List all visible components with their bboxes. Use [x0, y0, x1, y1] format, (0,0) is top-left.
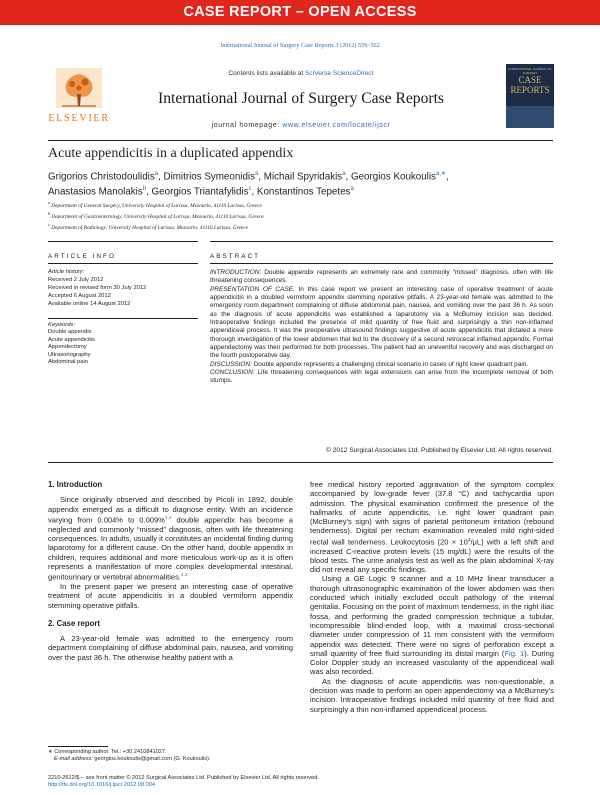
- author-name: Georgios Koukoulis: [350, 171, 436, 183]
- author-name: Grigorios Christodoulidis: [48, 171, 155, 183]
- affiliation-marker[interactable]: c: [248, 186, 252, 193]
- section-heading-introduction: 1. Introduction: [48, 480, 103, 489]
- intro-text: double appendix has become a neglected and commonly “missed” diagnosis, often with life threatening consequences. In adults, usually it constitutes an incidental finding during laparotomy for a different cause. On the other hand, double appendix in children, requires additional and more meticulous work-up as it is often represents a manifestation of more complex developmental intestinal, genitourinary or vertebral abnormalities.: [48, 515, 294, 582]
- author-list: [48, 168, 553, 199]
- case-text: /μL) with a left shift and increased C-reactive protein levels (15 mg/dL) were the results of the blood tests. The urine analysis test as well as the plain abdominal X-ray did not reveal any specific findings.: [310, 537, 554, 575]
- publication-metadata: [48, 775, 553, 789]
- issn-line: 2210-2612/$ – see front matter © 2012 Surgical Associates Ltd. Published by Elsevier Ltd. All rights reserved.: [48, 775, 319, 781]
- publisher-name: ELSEVIER: [48, 113, 110, 124]
- open-access-banner: CASE REPORT – OPEN ACCESS: [0, 0, 600, 25]
- email-label: E-mail address:: [54, 756, 93, 763]
- doi-link[interactable]: http://dx.doi.org/10.1016/j.ijscr.2012.08.004: [48, 782, 155, 789]
- reference-link[interactable]: 1,2: [164, 515, 172, 521]
- journal-masthead: [48, 64, 553, 136]
- case-paragraph-3: [310, 574, 554, 676]
- keyword-item: Appendectomy: [48, 344, 87, 351]
- affiliation-item: [48, 221, 553, 232]
- sciencedirect-link[interactable]: SciVerse ScienceDirect: [305, 70, 374, 77]
- affiliation-marker[interactable]: a: [254, 171, 259, 177]
- author-separator: ,: [251, 186, 257, 198]
- journal-cover-image: [506, 64, 554, 128]
- author-separator: ,: [445, 171, 449, 183]
- affiliation-list: [48, 199, 553, 233]
- abstract-heading-divider: [210, 263, 553, 264]
- affiliation-marker[interactable]: a,∗: [435, 171, 446, 177]
- case-text: Using a GE Logic 9 scanner and a 10 MHz linear transducer a thorough ultrasonographic examination of the lower abdomen was then conducted which initially excluded occult pathology of the internal genitalia. Focusing on the point of maximum tenderness, in the right iliac fossa, and performing the graded compression technique a tubular, incompressible blind-ended loop, with a maximal cross-sectional diameter under compression of 11 mm consistent with the vermiform appendix was detected. There were no signs of perforation except a small quantity of free fluid surrounding its distal margin (: [310, 574, 554, 658]
- case-text: ). During Color Doppler study an increased vascularity of the appendiceal wall was also recorded.: [310, 648, 554, 677]
- abstract-label: CONCLUSION:: [210, 369, 255, 377]
- homepage-prefix: journal homepage:: [211, 122, 283, 129]
- affiliation-marker[interactable]: a: [342, 171, 346, 177]
- affiliation-marker: c: [48, 222, 52, 228]
- corresponding-author: ∗ Corresponding author. Tel.: +30 2410841027.: [48, 749, 167, 755]
- abstract-top-divider: [210, 241, 553, 242]
- figure-link[interactable]: Fig. 1: [504, 648, 525, 658]
- email-line: [48, 756, 293, 763]
- keywords-label: Keywords:: [48, 322, 76, 328]
- author-separator: ,: [146, 186, 152, 198]
- elsevier-logo: [48, 64, 110, 132]
- history-revised: Received in revised form 30 July 2012: [48, 285, 147, 291]
- body-left-column: [48, 480, 293, 662]
- article-history: [48, 268, 198, 308]
- affiliation-item: [48, 199, 553, 210]
- affiliation-text: Department of Radiology, University Hospital of Larissa, Mezourlo, 41110 Larissa, Greece: [51, 225, 249, 232]
- abstract-bottom-divider: [48, 462, 553, 463]
- cover-band: [506, 106, 554, 128]
- abstract-heading: ABSTRACT: [210, 253, 261, 260]
- footnotes: [48, 749, 293, 763]
- keyword-item: Acute appendicitis: [48, 336, 96, 343]
- intro-paragraph-1: [48, 495, 293, 582]
- journal-homepage: [114, 122, 488, 129]
- history-received: Received 2 July 2012: [48, 277, 104, 283]
- affiliation-marker: b: [48, 211, 52, 217]
- elsevier-tree-icon: [56, 68, 102, 108]
- author-separator: ,: [158, 171, 164, 183]
- abstract-body: [210, 269, 553, 386]
- article-title: Acute appendicitis in a duplicated appendix: [48, 146, 294, 161]
- footnote-divider: [48, 746, 108, 747]
- abstract-text: Double appendix represents a challenging clinical scenario in cases of right lower quadrant pain.: [251, 360, 529, 368]
- abstract-introduction: [210, 269, 553, 286]
- email-address[interactable]: georgios.koukoulis@gmail.com (G. Koukoulis).: [92, 756, 211, 763]
- intro-paragraph-2: In the present paper we present an interesting case of operative treatment of acute appendicitis in a doubled vermiform appendix stemming operative pitfalls.: [48, 582, 293, 610]
- case-text: free medical history reported aggravation of the symptom complex accompanied by low-grade fever (37.8 °C) and tachycardia upon admission. The physical examination confirmed the presence of the hallmarks of acute appendicitis, i.e. right lower quadrant pain (McBurney’s sign) with signs of parietal peritoneum irritation (rebound tenderness). Digital per rectum examination revealed mild right-sided rectal wall tenderness. Leukocytosis (20 × 10: [310, 480, 554, 547]
- author-name: Dimitrios Symeonidis: [163, 171, 255, 183]
- contents-line: [114, 70, 488, 77]
- section-heading-case-report: 2. Case report: [48, 618, 101, 628]
- keyword-item: Double appendix: [48, 329, 92, 336]
- cover-journal-name: INTERNATIONAL JOURNAL OF SURGERY: [508, 67, 552, 75]
- author-separator: ,: [345, 171, 351, 183]
- abstract-presentation: [210, 286, 553, 361]
- abstract-conclusion: [210, 369, 553, 386]
- abstract-text: In this case report we present an interesting case of operative treatment of acute appendicitis in a doubled vermiform appendix stemming operative pitfalls. A 23-year-old female was admitted to the emergency room department complaining of diffuse abdominal pain, nausea, and vomiting over the past 36 h. As soon as the diagnosis of acute appendicitis was established a laparotomy via a McBurney incision was decided. Intraoperative findings included the presence of mild quantity of free fluid and surprisingly a thin non-inflamed appendiceal process. It was the preoperative ultrasound findings suggestive of acute appendicitis that dictated a more thorough investigation of the lower abdomen that led to the discovery of a second retrocecal inflamed appendix. Formal appendectomy was then performed for both processes. The patient had an uneventful recovery and was discharged on the fourth postoperative day.: [210, 285, 553, 360]
- keyword-item: Abdominal pain: [48, 359, 88, 366]
- history-accepted: Accepted 6 August 2012: [48, 293, 111, 299]
- journal-title: International Journal of Surgery Case Reports: [158, 90, 444, 107]
- journal-citation-link[interactable]: International Journal of Surgery Case Reports 3 (2012) 559–562: [220, 42, 380, 49]
- author-name: Georgios Triantafylidis: [151, 186, 249, 198]
- abstract-discussion: [210, 361, 553, 369]
- affiliation-text: Department of General Surgery, University Hospital of Larissa, Mezourlo, 41110 Larissa, Greece: [51, 202, 262, 209]
- body-right-column: [310, 480, 554, 714]
- cover-title: CASE REPORTS: [510, 75, 550, 95]
- homepage-link[interactable]: www.elsevier.com/locate/ijscr: [282, 122, 391, 129]
- affiliation-marker: a: [48, 200, 52, 205]
- article-info-heading: ARTICLE INFO: [48, 253, 116, 260]
- case-paragraph-4: As the diagnosis of acute appendicitis was non-questionable, a decision was made to perform an open appendectomy via a McBurney’s incision. Intraoperative findings included mild quantity of free fluid and surprisingly a thin non-inflamed appendiceal process.: [310, 676, 554, 714]
- author-name: Michail Spyridakis: [263, 171, 343, 183]
- contents-prefix: Contents lists available at: [228, 70, 306, 77]
- author-name: Konstantinos Tepetes: [256, 186, 351, 198]
- history-online: Available online 14 August 2012: [48, 301, 131, 307]
- affiliation-marker[interactable]: b: [142, 186, 147, 193]
- abstract-label: INTRODUCTION:: [210, 269, 262, 276]
- case-paragraph-2: [310, 480, 554, 574]
- superscript: 3: [467, 537, 471, 543]
- author-separator: ,: [258, 171, 264, 183]
- affiliation-marker[interactable]: a: [350, 186, 354, 193]
- keywords-divider: [48, 318, 198, 319]
- abstract-text: Double appendix represents an extremely rare and commonly “missed” diagnosis, often with life threatening consequences.: [210, 269, 553, 285]
- affiliation-item: [48, 210, 553, 221]
- keyword-item: Ultrasonography: [48, 351, 91, 358]
- history-label: Article history:: [48, 269, 85, 275]
- affiliation-text: Department of Gastroenterology, University Hospital of Larissa, Mezourlo, 41110 Larissa, Greece: [51, 214, 264, 220]
- affiliation-marker[interactable]: a: [154, 171, 159, 177]
- abstract-label: PRESENTATION OF CASE:: [210, 285, 295, 293]
- info-heading-divider: [48, 263, 198, 264]
- keywords: [48, 322, 198, 366]
- copyright-notice: © 2012 Surgical Associates Ltd. Published by Elsevier Ltd. All rights reserved.: [326, 447, 553, 454]
- abstract-text: Life threatening consequences with legal extensions can arise from the incomplete removal of both stumps.: [210, 369, 553, 385]
- author-name: Anastasios Manolakis: [48, 186, 143, 198]
- case-paragraph-1: A 23-year-old female was admitted to the emergency room department complaining of diffuse abdominal pain, nausea, and vomiting over the past 36 h. The otherwise healthy patient with a: [48, 634, 293, 662]
- reference-link[interactable]: 1,2: [180, 573, 188, 579]
- abstract-label: DISCUSSION:: [210, 360, 252, 368]
- masthead-divider: [48, 140, 553, 141]
- intro-text: Since originally observed and described by Picoli in 1892, double appendix emerged as a difficult to diagnose entity. With an incidence varying from 0.004% to 0.009%: [48, 495, 293, 525]
- info-top-divider: [48, 241, 198, 242]
